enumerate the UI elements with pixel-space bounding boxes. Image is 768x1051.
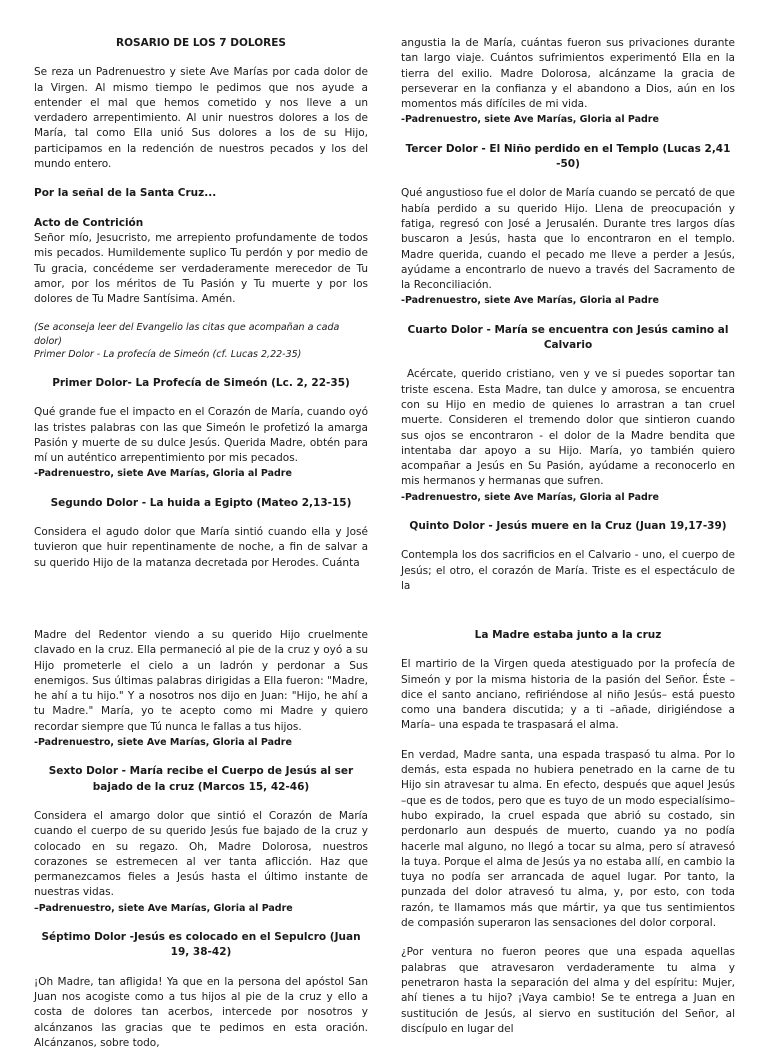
sorrow-1-text: Qué grande fue el impacto en el Corazón de María, cuando oyó las tristes palabras con las que Simeón le profetizó la amarga Pasión y muerte de su dulce Jesús. Querida Madre, obtén para mí un auténtico arrepentimiento por mis pecados. — [34, 406, 368, 465]
sorrow-5-text: Contempla los dos sacrificios en el Calvario - uno, el cuerpo de Jesús; el otro, el corazón de María. Triste es el espectáculo de la — [401, 549, 735, 592]
sorrow-2-text: Considera el agudo dolor que María sintió cuando ella y José tuvieron que huir repentinamente de noche, a fin de salvar a su querido Hijo de la matanza decretada por Herodes. Cuánta — [34, 526, 368, 569]
advice-note: (Se aconseja leer del Evangelio las citas que acompañan a cada dolor) — [34, 322, 340, 347]
sorrow-7-title: Séptimo Dolor -Jesús es colocado en el Sepulcro (Juan 19, 38-42) — [41, 931, 361, 959]
document-title: ROSARIO DE LOS 7 DOLORES — [116, 37, 286, 49]
section-title: La Madre estaba junto a la cruz — [474, 629, 662, 641]
section-paragraph-1: El martirio de la Virgen queda atestiguado por la profecía de Simeón y por la misma historia de la pasión del Señor. Éste –dice el santo anciano, refiriéndose al niño Jesús– está puesto como una bandera discutida; y a ti –añade, dirigiéndose a María– una espada te traspasará el alma. — [401, 658, 735, 732]
sorrow-6-prayer: –Padrenuestro, siete Ave Marías, Gloria al Padre — [34, 902, 293, 914]
sorrow-3-title: Tercer Dolor - El Niño perdido en el Templo (Lucas 2,41 -50) — [405, 142, 731, 171]
left-bottom-column — [34, 628, 368, 1051]
sorrow-2-title: Segundo Dolor - La huida a Egipto (Mateo 2,13-15) — [50, 496, 352, 509]
right-bottom-column — [401, 628, 735, 1037]
sorrow-5-prayer: -Padrenuestro, siete Ave Marías, Gloria al Padre — [34, 737, 292, 749]
sorrow-6-title: Sexto Dolor - María recibe el Cuerpo de Jesús al ser bajado de la cruz (Marcos 15, 42-46) — [48, 765, 354, 793]
contrition-title: Acto de Contrición — [34, 216, 144, 229]
sorrow-4-prayer: -Padrenuestro, siete Ave Marías, Gloria al Padre — [401, 491, 659, 503]
sorrow-1-title: Primer Dolor- La Profecía de Simeón (Lc. 2, 22-35) — [52, 376, 350, 389]
sorrow-1-prayer: -Padrenuestro, siete Ave Marías, Gloria al Padre — [34, 468, 292, 480]
sorrow-4-title: Cuarto Dolor - María se encuentra con Jesús camino al Calvario — [407, 323, 729, 352]
sorrow-2-continuation: angustia la de María, cuántas fueron sus privaciones durante tan largo viaje. Cuántos sufrimientos experimentó Ella en la tierra del exilio. Madre Dolorosa, alcánzame la gracia de perseverar en la confianza y el abandono a Dios, aún en los momentos más difíciles de mi vida. — [401, 37, 735, 111]
contrition-text: Señor mío, Jesucristo, me arrepiento profundamente de todos mis pecados. Humildemente suplico Tu perdón y por medio de Tu gracia, concédeme ser verdaderamente merecedor de Tu amor, por los méritos de Tu Pasión y Tu muerte y por los dolores de Tu Madre Santísima. Amén. — [34, 231, 368, 306]
sorrow-4-text: Acércate, querido cristiano, ven y ve si puedes soportar tan triste escena. Esta Madre, tan dulce y amorosa, se encuentra con su Hijo en medio de quienes lo arrastran a tan cruel muerte. Consideren el tremendo dolor que sintieron cuando sus ojos se encontraron - el dolor de la Madre bendita que intentaba dar apoyo a su Hijo. María, yo también quiero acompañar a Jesús en Su Pasión, ayúdame a reconocerlo en mis hermanos y hermanas que sufren. — [401, 368, 735, 488]
sorrow-5-title: Quinto Dolor - Jesús muere en la Cruz (Juan 19,17-39) — [409, 520, 727, 533]
sorrow-7-text: ¡Oh Madre, tan afligida! Ya que en la persona del apóstol San Juan nos acogiste como a tus hijos al pie de la cruz y ello a costa de dolores tan acerbos, intercede por nosotros y alcánzanos las gracias que te pedimos en esta oración. Alcánzanos, sobre todo, — [34, 975, 368, 1049]
advice-first-sorrow: Primer Dolor - La profecía de Simeón (cf. Lucas 2,22-35) — [34, 349, 302, 361]
section-paragraph-2: En verdad, Madre santa, una espada traspasó tu alma. Por lo demás, esta espada no hubiera penetrado en la carne de tu Hijo sin atravesar tu alma. En efecto, después que aquel Jesús –que es de todos, pero que es tuyo de un modo especialísimo– hubo expirado, la cruel espada que abrió su costado, sin perdonarlo aun después de muerto, cuando ya no podía hacerle mal alguno, no llegó a tocar su alma, pero sí atravesó la tuya. Porque el alma de Jesús ya no estaba allí, en cambio la tuya no podía ser arrancada de aquel lugar. Por tanto, la punzada del dolor atravesó tu alma, y, por esto, con toda razón, te llamamos más que mártir, ya que tus sentimientos de compasión superaron las sensaciones del dolor corporal. — [401, 748, 735, 930]
left-top-column — [34, 36, 368, 571]
sorrow-3-prayer: -Padrenuestro, siete Ave Marías, Gloria al Padre — [401, 295, 659, 307]
right-top-column — [401, 36, 735, 594]
intro-paragraph: Se reza un Padrenuestro y siete Ave Marías por cada dolor de la Virgen. Al mismo tiempo le pedimos que nos ayude a entender el mal que hemos cometido y nos lleve a un verdadero arrepentimiento. Al unir nuestros dolores a los de María, tal como Ella unió Sus dolores a los de su Hijo, participamos en la redención de nuestros pecados y los del mundo entero. — [34, 66, 368, 171]
sorrow-6-text: Considera el amargo dolor que sintió el Corazón de María cuando el cuerpo de su querido Jesús fue bajado de la cruz y colocado en su regazo. Oh, Madre Dolorosa, nuestros corazones se estremecen al ver tanta aflicción. Haz que permanezcamos fieles a Jesús hasta el último instante de nuestras vidas. — [34, 809, 368, 899]
sorrow-3-text: Qué angustioso fue el dolor de María cuando se percató de que había perdido a su querido Hijo. Llena de preocupación y fatiga, regresó con José a Jerusalén. Durante tres largos días buscaron a Jesús, hasta que lo encontraron en el templo. Madre querida, cuando el pecado me lleve a perder a Jesús, ayúdame a encontrarlo de nuevo a través del Sacramento de la Reconciliación. — [401, 187, 735, 292]
section-paragraph-3: ¿Por ventura no fueron peores que una espada aquellas palabras que atravesaron verdaderamente tu alma y penetraron hasta la separación del alma y del espíritu: Mujer, ahí tienes a tu hijo? ¡Vaya cambio! Se te entrega a Juan en sustitución de Jesús, al siervo en sustitución del Señor, al discípulo en lugar del — [401, 946, 735, 1035]
sorrow-2-prayer: -Padrenuestro, siete Ave Marías, Gloria al Padre — [401, 114, 659, 126]
sign-of-cross: Por la señal de la Santa Cruz... — [34, 187, 217, 200]
sorrow-5-continuation: Madre del Redentor viendo a su querido Hijo cruelmente clavado en la cruz. Ella permaneció al pie de la cruz y oyó a su Hijo prometerle el cielo a un ladrón y perdonar a Sus enemigos. Sus últimas palabras dirigidas a Ella fueron: "Madre, he ahí a tu hijo." Y a nosotros nos dijo en Juan: "Hijo, he ahí a tu Madre." María, yo te acepto como mi Madre y quiero recordar siempre que Tú nunca le fallas a tus hijos. — [34, 629, 368, 733]
